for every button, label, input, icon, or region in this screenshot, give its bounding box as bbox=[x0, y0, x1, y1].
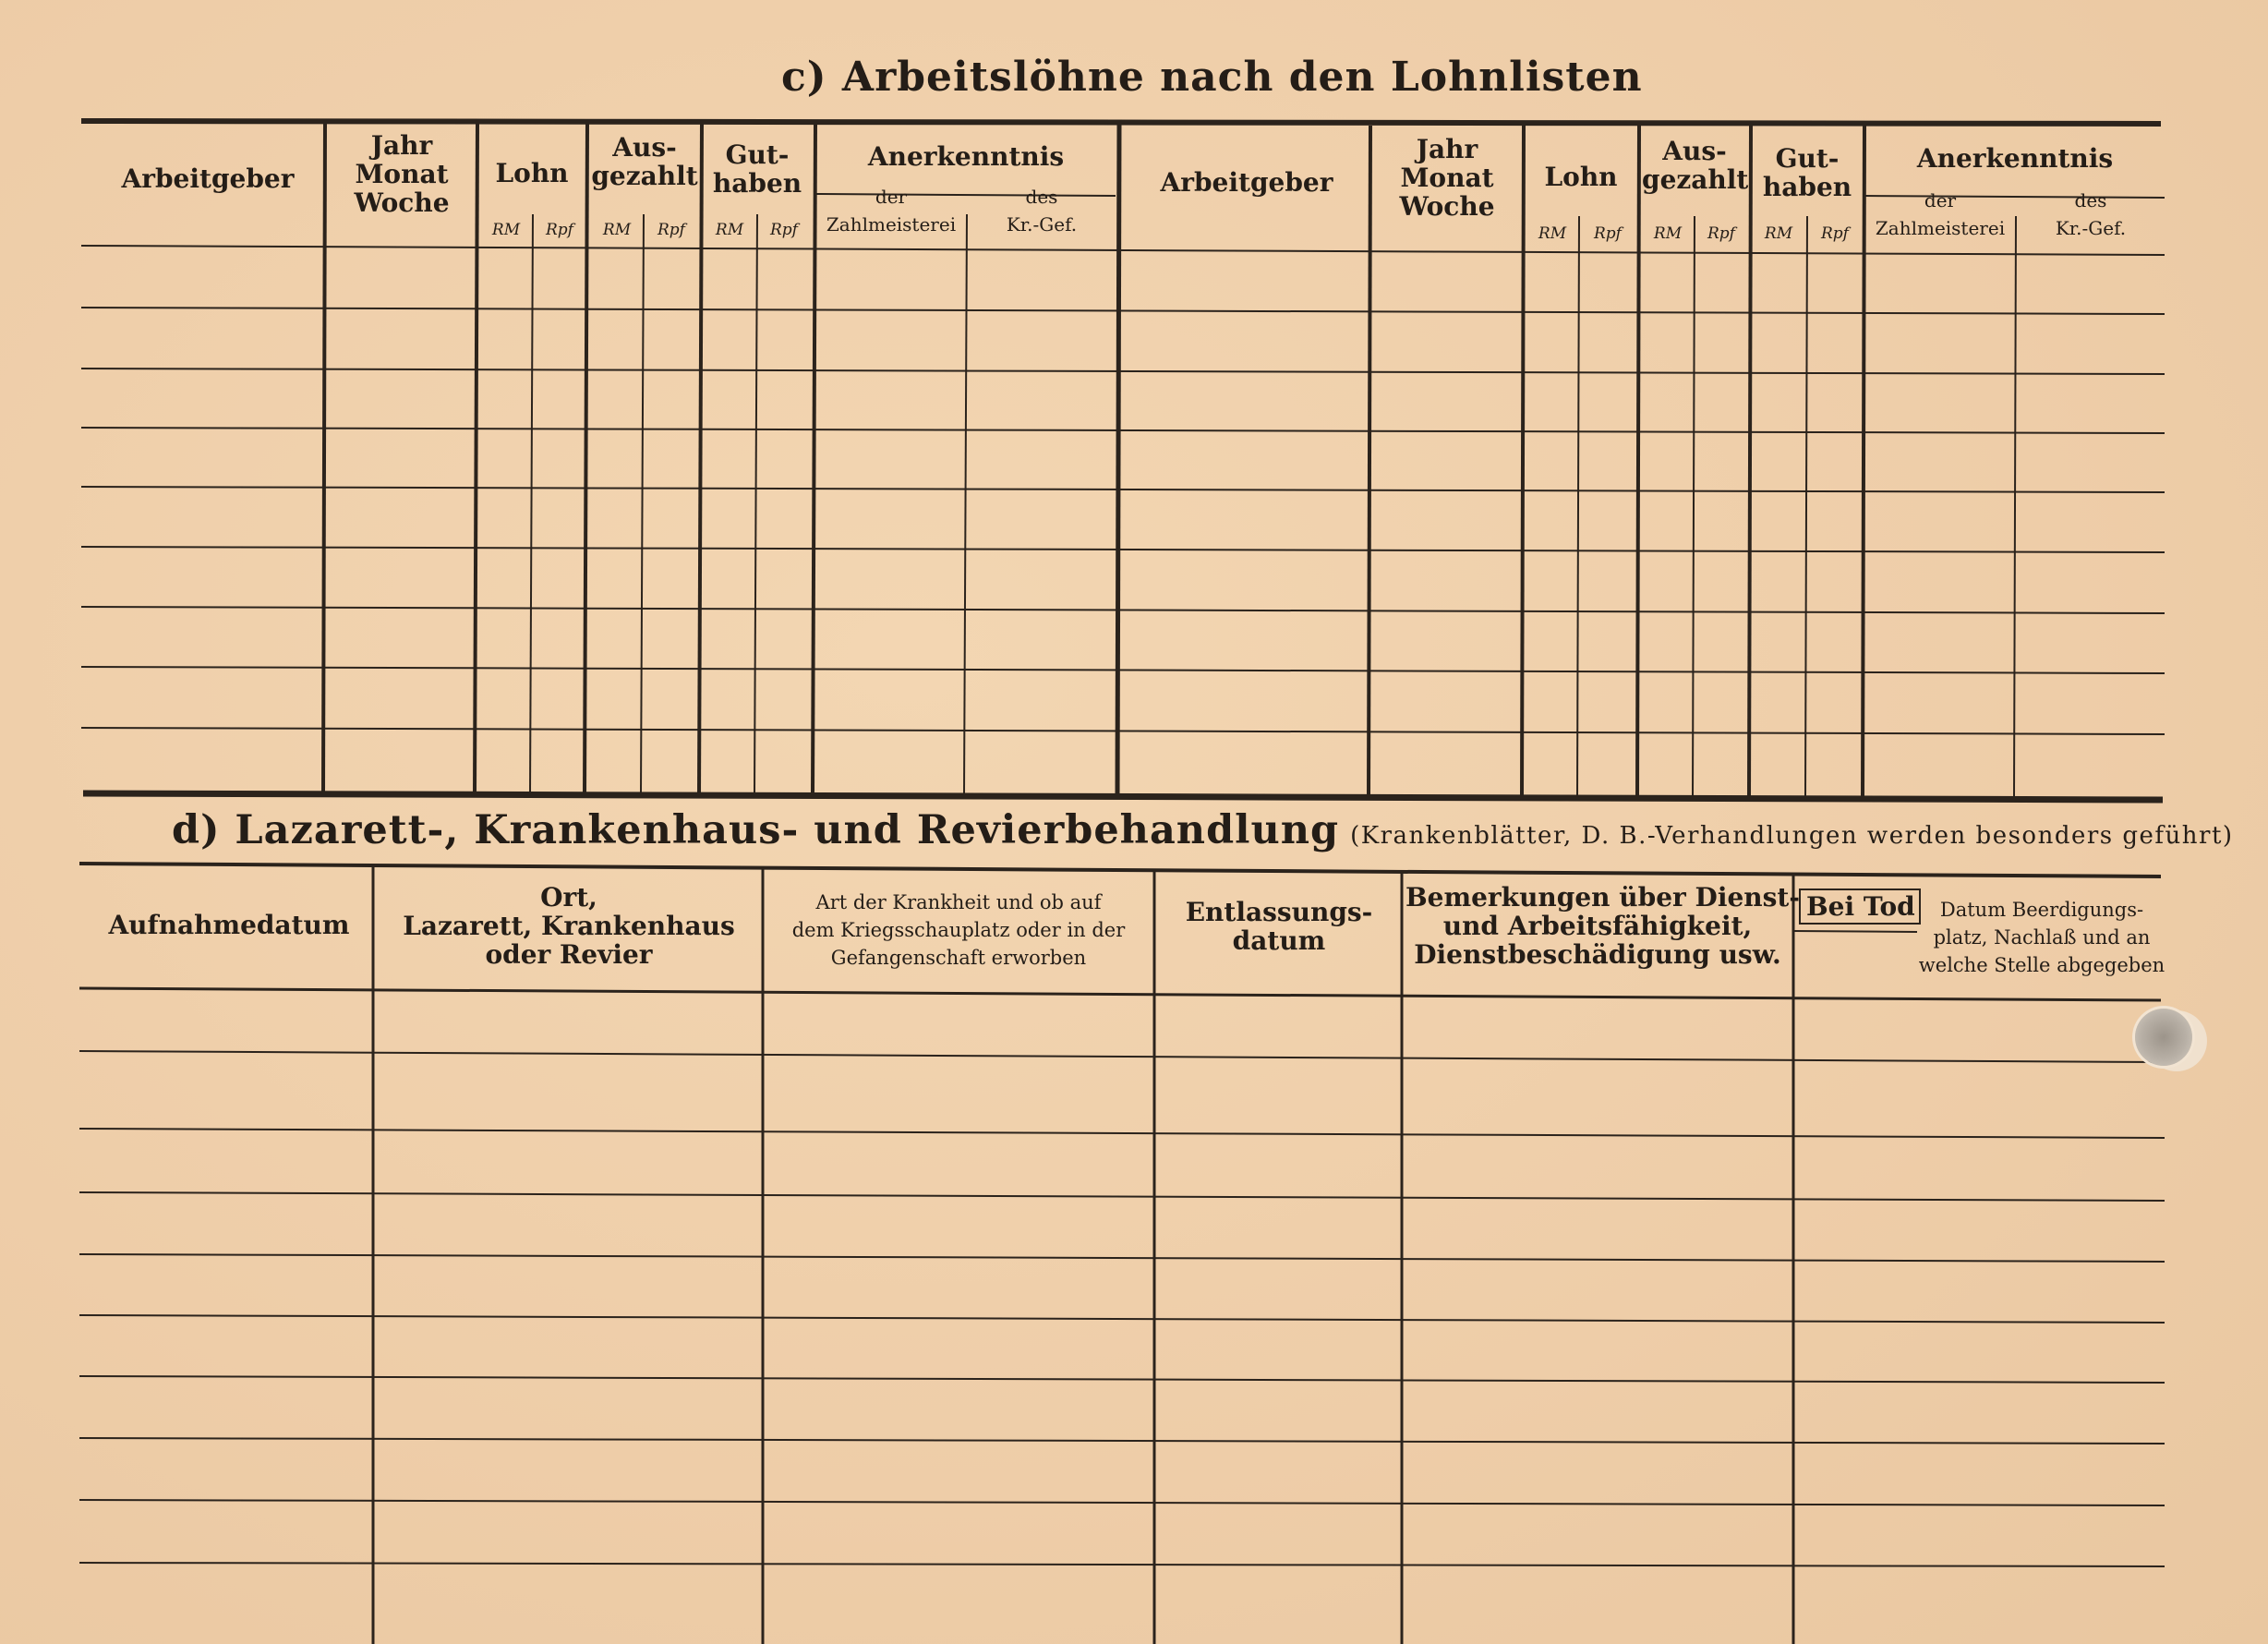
section-c-title: c) Arbeitslöhne nach den Lohnlisten bbox=[781, 54, 1643, 101]
header-bei-tod: Bei Tod bbox=[1799, 888, 1921, 925]
header-des-left: des Kr.-Gef. bbox=[1006, 186, 1078, 236]
rm-label: RM bbox=[1538, 224, 1567, 243]
rm-label: RM bbox=[1653, 224, 1683, 243]
rm-label: RM bbox=[491, 221, 521, 239]
header-des-right: des Kr.-Gef. bbox=[2055, 189, 2127, 239]
header-der-left: der Zahlmeisterei bbox=[826, 186, 957, 236]
section-c-top-rule bbox=[81, 121, 2161, 124]
rpf-label: Rpf bbox=[770, 221, 798, 239]
header-art-der-krankheit: Art der Krankheit und ob auf dem Kriegsschauplatz oder in der Gefangenschaft erworben bbox=[791, 891, 1126, 969]
header-ort: Ort, Lazarett, Krankenhaus oder Revier bbox=[403, 882, 735, 970]
header-guthaben-left: Gut- haben bbox=[712, 139, 802, 199]
section-c-middle-divider bbox=[1117, 125, 1119, 796]
rpf-label: Rpf bbox=[657, 221, 685, 239]
header-bemerkungen: Bemerkungen über Dienst- und Arbeitsfähigkeit, Dienstbeschädigung usw. bbox=[1405, 882, 1800, 970]
rm-label: RM bbox=[1764, 224, 1793, 243]
rpf-label: Rpf bbox=[1707, 224, 1735, 243]
rpf-label: Rpf bbox=[1821, 224, 1849, 243]
punch-hole bbox=[2135, 1009, 2192, 1066]
header-guthaben-right: Gut- haben bbox=[1762, 143, 1852, 202]
header-lohn-left: Lohn bbox=[495, 158, 569, 188]
header-der-right: der Zahlmeisterei bbox=[1875, 189, 2006, 239]
header-arbeitgeber-left: Arbeitgeber bbox=[121, 163, 295, 194]
header-ausgezahlt-left: Aus- gezahlt bbox=[591, 132, 698, 191]
rpf-label: Rpf bbox=[546, 221, 573, 239]
header-ausgezahlt-right: Aus- gezahlt bbox=[1642, 136, 1749, 195]
header-anerkenntnis-left: Anerkenntnis bbox=[867, 141, 1065, 172]
header-lohn-right: Lohn bbox=[1544, 162, 1618, 192]
header-arbeitgeber-right: Arbeitgeber bbox=[1160, 167, 1333, 198]
rpf-label: Rpf bbox=[1594, 224, 1622, 243]
rm-label: RM bbox=[602, 221, 632, 239]
section-d-subtitle: (Krankenblätter, D. B.-Verhandlungen werden besonders geführt) bbox=[1350, 822, 2234, 850]
rm-label: RM bbox=[715, 221, 744, 239]
header-anerkenntnis-right: Anerkenntnis bbox=[1916, 143, 2114, 174]
header-entlassungsdatum: Entlassungs- datum bbox=[1185, 897, 1373, 956]
header-aufnahmedatum: Aufnahmedatum bbox=[108, 910, 350, 940]
header-jahr-monat-woche-left: Jahr Monat Woche bbox=[354, 130, 450, 218]
section-d-title: d) Lazarett-, Krankenhaus- und Revierbehandlung (Krankenblätter, D. B.-Verhandlungen werden besonders geführt) bbox=[172, 807, 2234, 853]
header-datum-beerdigung: Datum Beerdigungs- platz, Nachlaß und an welche Stelle abgegeben bbox=[1918, 899, 2165, 976]
section-c-bottom-rule bbox=[83, 793, 2163, 800]
section-d-top-rule bbox=[79, 864, 2161, 876]
header-jahr-monat-woche-right: Jahr Monat Woche bbox=[1399, 134, 1495, 222]
